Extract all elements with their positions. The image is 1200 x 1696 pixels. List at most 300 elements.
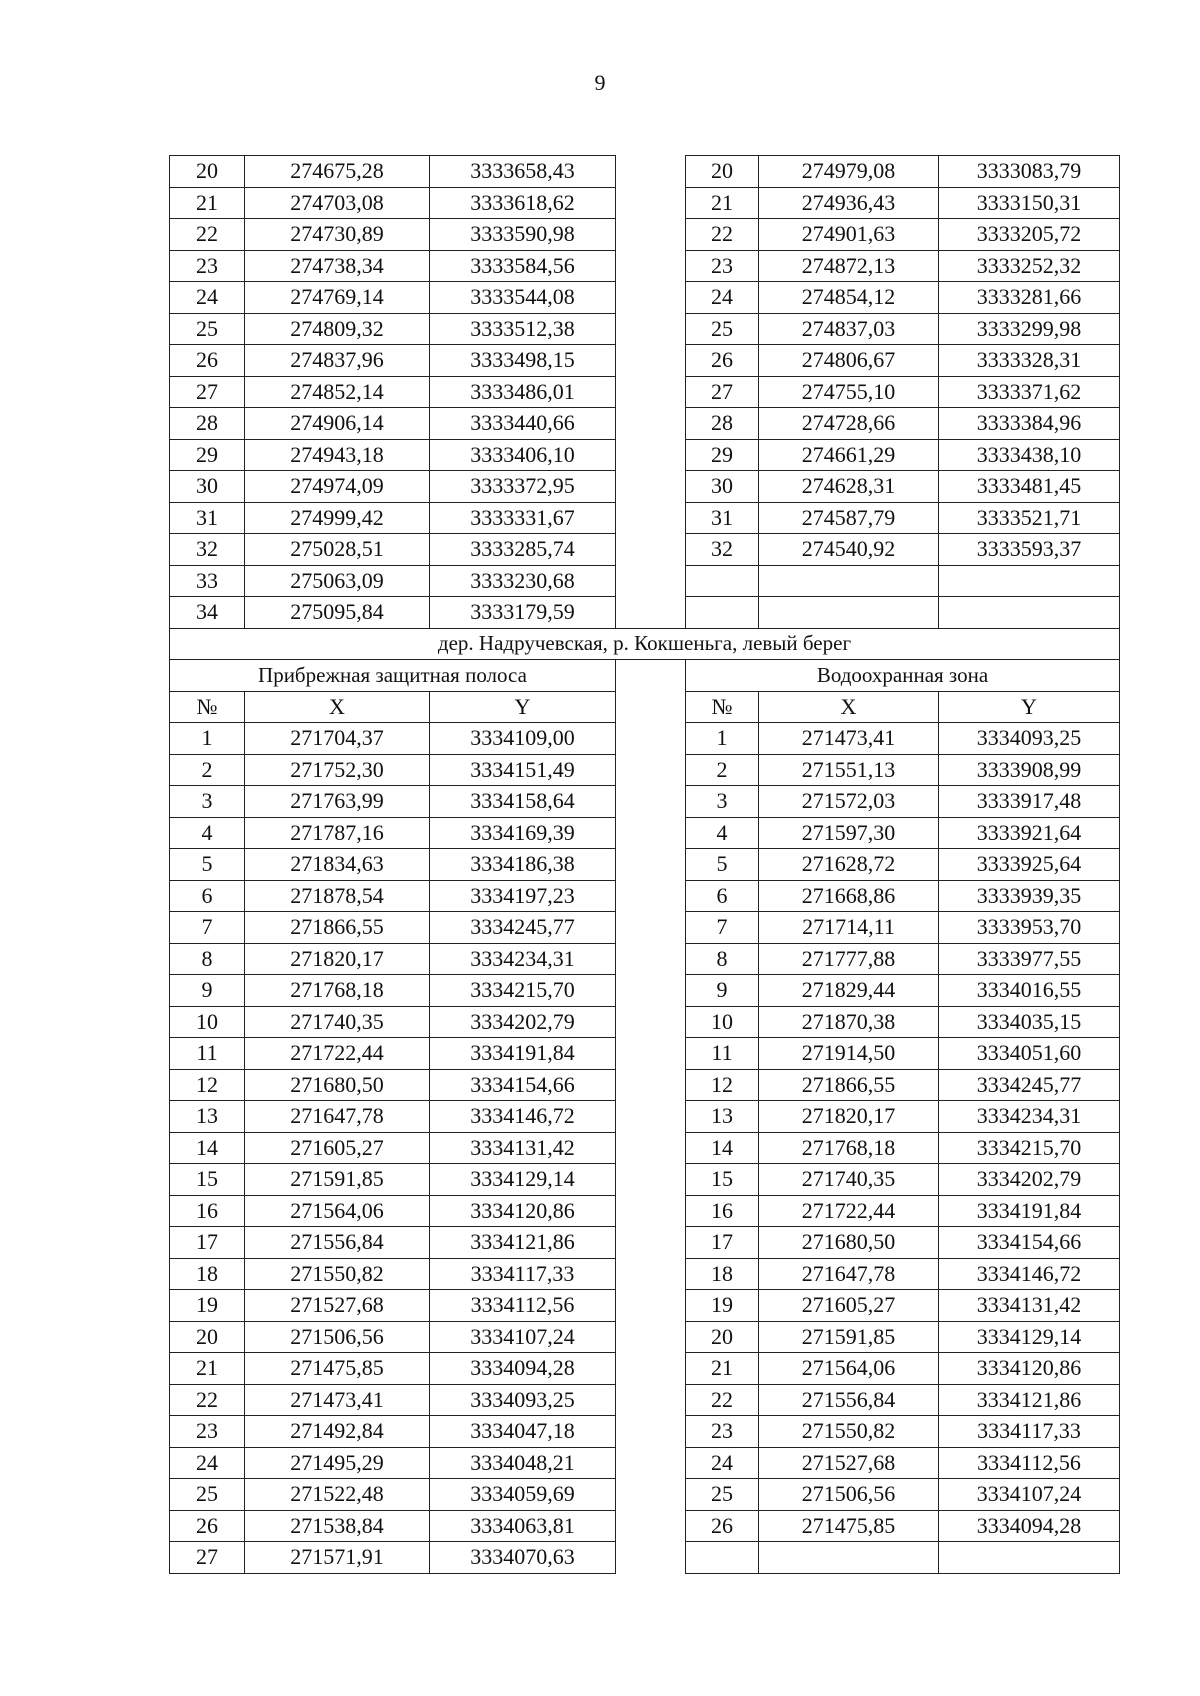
right-y-value: 3333371,62 [939, 376, 1120, 408]
table-row [170, 1384, 1120, 1416]
gap-cell [616, 723, 686, 755]
right-x-value: 271740,35 [759, 1164, 939, 1196]
left-y-value: 3334121,86 [430, 1227, 616, 1259]
section-title-row [170, 628, 1120, 660]
table-row [170, 219, 1120, 251]
left-y-value: 3333285,74 [430, 534, 616, 566]
left-point-number: 25 [170, 313, 245, 345]
left-point-number: 14 [170, 1132, 245, 1164]
gap-cell [616, 1101, 686, 1133]
left-y-value: 3334245,77 [430, 912, 616, 944]
right-x-value: 271768,18 [759, 1132, 939, 1164]
left-y-value: 3334169,39 [430, 817, 616, 849]
right-y-value: 3333953,70 [939, 912, 1120, 944]
gap-cell [616, 1195, 686, 1227]
right-point-number: 18 [686, 1258, 759, 1290]
right-x-value [759, 1542, 939, 1574]
right-col-y: Y [939, 691, 1120, 723]
right-point-number: 20 [686, 1321, 759, 1353]
right-point-number: 27 [686, 376, 759, 408]
table-row [170, 754, 1120, 786]
table-row [170, 597, 1120, 629]
left-point-number: 2 [170, 754, 245, 786]
left-x-value: 274809,32 [245, 313, 430, 345]
table-row [170, 1069, 1120, 1101]
left-x-value: 271834,63 [245, 849, 430, 881]
table-row [170, 943, 1120, 975]
page-number: 9 [594, 70, 606, 95]
table-row [170, 1195, 1120, 1227]
right-y-value: 3334107,24 [939, 1479, 1120, 1511]
right-point-number: 6 [686, 880, 759, 912]
gap-cell [616, 313, 686, 345]
left-y-value: 3334112,56 [430, 1290, 616, 1322]
left-x-value: 271787,16 [245, 817, 430, 849]
left-x-value: 274730,89 [245, 219, 430, 251]
left-x-value: 274738,34 [245, 250, 430, 282]
right-y-value: 3334016,55 [939, 975, 1120, 1007]
right-point-number: 22 [686, 1384, 759, 1416]
right-x-value: 271550,82 [759, 1416, 939, 1448]
right-x-value: 271714,11 [759, 912, 939, 944]
left-x-value: 275095,84 [245, 597, 430, 629]
right-y-value: 3333939,35 [939, 880, 1120, 912]
right-x-value: 271605,27 [759, 1290, 939, 1322]
right-y-value: 3333593,37 [939, 534, 1120, 566]
gap-cell [616, 1510, 686, 1542]
left-x-value: 274769,14 [245, 282, 430, 314]
left-y-value: 3333179,59 [430, 597, 616, 629]
right-y-value: 3334191,84 [939, 1195, 1120, 1227]
left-y-value: 3333584,56 [430, 250, 616, 282]
gap-cell [616, 502, 686, 534]
right-x-value: 271551,13 [759, 754, 939, 786]
right-x-value: 274587,79 [759, 502, 939, 534]
right-x-value: 271647,78 [759, 1258, 939, 1290]
right-point-number: 10 [686, 1006, 759, 1038]
right-point-number: 26 [686, 1510, 759, 1542]
left-y-value: 3334191,84 [430, 1038, 616, 1070]
zone-header-row [170, 660, 1120, 692]
left-point-number: 29 [170, 439, 245, 471]
left-point-number: 21 [170, 187, 245, 219]
left-point-number: 32 [170, 534, 245, 566]
right-point-number: 25 [686, 313, 759, 345]
right-point-number: 24 [686, 1447, 759, 1479]
right-x-value: 271597,30 [759, 817, 939, 849]
right-point-number: 26 [686, 345, 759, 377]
right-x-value: 274936,43 [759, 187, 939, 219]
right-x-value: 271668,86 [759, 880, 939, 912]
table-row [170, 1321, 1120, 1353]
right-point-number: 2 [686, 754, 759, 786]
right-point-number: 25 [686, 1479, 759, 1511]
right-y-value: 3333917,48 [939, 786, 1120, 818]
right-x-value: 274728,66 [759, 408, 939, 440]
left-x-value: 271473,41 [245, 1384, 430, 1416]
table-row [170, 534, 1120, 566]
right-y-value [939, 1542, 1120, 1574]
right-x-value: 274872,13 [759, 250, 939, 282]
right-point-number: 5 [686, 849, 759, 881]
left-y-value: 3334070,63 [430, 1542, 616, 1574]
left-x-value: 271506,56 [245, 1321, 430, 1353]
gap-cell [616, 534, 686, 566]
left-col-x: X [245, 691, 430, 723]
right-col-number: № [686, 691, 759, 723]
left-y-value: 3334094,28 [430, 1353, 616, 1385]
right-x-value: 274901,63 [759, 219, 939, 251]
right-col-x: X [759, 691, 939, 723]
left-y-value: 3334158,64 [430, 786, 616, 818]
table-row [170, 1258, 1120, 1290]
left-point-number: 11 [170, 1038, 245, 1070]
table-row [170, 1510, 1120, 1542]
right-x-value: 271564,06 [759, 1353, 939, 1385]
right-y-value: 3333481,45 [939, 471, 1120, 503]
gap-cell [616, 1164, 686, 1196]
right-x-value: 271680,50 [759, 1227, 939, 1259]
left-x-value: 274675,28 [245, 156, 430, 188]
right-y-value: 3334234,31 [939, 1101, 1120, 1133]
right-y-value: 3334051,60 [939, 1038, 1120, 1070]
right-x-value: 271829,44 [759, 975, 939, 1007]
left-y-value: 3333658,43 [430, 156, 616, 188]
left-point-number: 18 [170, 1258, 245, 1290]
gap-cell [616, 880, 686, 912]
gap-cell [616, 219, 686, 251]
gap-cell [616, 1006, 686, 1038]
right-y-value: 3333281,66 [939, 282, 1120, 314]
left-y-value: 3334146,72 [430, 1101, 616, 1133]
left-x-value: 271647,78 [245, 1101, 430, 1133]
left-point-number: 24 [170, 282, 245, 314]
gap-cell [616, 1479, 686, 1511]
table-row [170, 1447, 1120, 1479]
right-point-number: 14 [686, 1132, 759, 1164]
right-x-value: 271527,68 [759, 1447, 939, 1479]
left-zone-header: Прибрежная защитная полоса [170, 660, 616, 692]
right-x-value: 274854,12 [759, 282, 939, 314]
right-x-value: 274661,29 [759, 439, 939, 471]
left-point-number: 23 [170, 1416, 245, 1448]
left-point-number: 34 [170, 597, 245, 629]
right-point-number: 11 [686, 1038, 759, 1070]
right-y-value: 3333328,31 [939, 345, 1120, 377]
gap-cell [616, 345, 686, 377]
left-col-y: Y [430, 691, 616, 723]
gap-cell [616, 250, 686, 282]
gap-cell [616, 1447, 686, 1479]
left-x-value: 274703,08 [245, 187, 430, 219]
left-x-value: 271722,44 [245, 1038, 430, 1070]
left-point-number: 20 [170, 1321, 245, 1353]
right-y-value: 3334117,33 [939, 1416, 1120, 1448]
right-y-value: 3334215,70 [939, 1132, 1120, 1164]
right-x-value: 271556,84 [759, 1384, 939, 1416]
left-y-value: 3334151,49 [430, 754, 616, 786]
right-x-value: 271628,72 [759, 849, 939, 881]
gap-cell [616, 1353, 686, 1385]
section-b-rows [170, 723, 1120, 1574]
table-row [170, 1542, 1120, 1574]
column-header-row [170, 691, 1120, 723]
left-col-number: № [170, 691, 245, 723]
left-x-value: 274943,18 [245, 439, 430, 471]
right-y-value: 3334146,72 [939, 1258, 1120, 1290]
table-row [170, 817, 1120, 849]
right-point-number: 24 [686, 282, 759, 314]
gap-cell [616, 471, 686, 503]
left-point-number: 9 [170, 975, 245, 1007]
left-point-number: 33 [170, 565, 245, 597]
left-x-value: 271527,68 [245, 1290, 430, 1322]
table-row [170, 1416, 1120, 1448]
table-row [170, 408, 1120, 440]
left-point-number: 22 [170, 219, 245, 251]
right-x-value: 271506,56 [759, 1479, 939, 1511]
left-point-number: 1 [170, 723, 245, 755]
gap-cell [616, 1069, 686, 1101]
right-x-value: 271866,55 [759, 1069, 939, 1101]
right-x-value: 271475,85 [759, 1510, 939, 1542]
right-point-number: 13 [686, 1101, 759, 1133]
left-x-value: 271752,30 [245, 754, 430, 786]
left-x-value: 271571,91 [245, 1542, 430, 1574]
table-row [170, 282, 1120, 314]
table-row [170, 313, 1120, 345]
left-point-number: 27 [170, 1542, 245, 1574]
left-y-value: 3334063,81 [430, 1510, 616, 1542]
right-point-number: 29 [686, 439, 759, 471]
left-x-value: 271591,85 [245, 1164, 430, 1196]
right-x-value: 271870,38 [759, 1006, 939, 1038]
gap-cell [616, 376, 686, 408]
right-point-number: 16 [686, 1195, 759, 1227]
left-x-value: 274906,14 [245, 408, 430, 440]
left-point-number: 3 [170, 786, 245, 818]
table-row [170, 975, 1120, 1007]
left-x-value: 271680,50 [245, 1069, 430, 1101]
left-x-value: 274999,42 [245, 502, 430, 534]
left-point-number: 4 [170, 817, 245, 849]
table-row [170, 723, 1120, 755]
right-point-number: 21 [686, 187, 759, 219]
gap-cell [616, 439, 686, 471]
left-point-number: 17 [170, 1227, 245, 1259]
right-y-value: 3333205,72 [939, 219, 1120, 251]
right-y-value: 3334120,86 [939, 1353, 1120, 1385]
table-row [170, 1006, 1120, 1038]
table-row [170, 345, 1120, 377]
left-point-number: 31 [170, 502, 245, 534]
right-point-number: 3 [686, 786, 759, 818]
right-y-value: 3333977,55 [939, 943, 1120, 975]
right-y-value: 3333921,64 [939, 817, 1120, 849]
left-point-number: 24 [170, 1447, 245, 1479]
left-x-value: 271556,84 [245, 1227, 430, 1259]
left-y-value: 3334234,31 [430, 943, 616, 975]
left-x-value: 271550,82 [245, 1258, 430, 1290]
table-row [170, 1164, 1120, 1196]
right-y-value: 3333908,99 [939, 754, 1120, 786]
right-point-number: 23 [686, 250, 759, 282]
right-point-number: 1 [686, 723, 759, 755]
right-y-value [939, 597, 1120, 629]
left-point-number: 20 [170, 156, 245, 188]
right-y-value: 3334131,42 [939, 1290, 1120, 1322]
right-point-number: 32 [686, 534, 759, 566]
right-y-value: 3333150,31 [939, 187, 1120, 219]
table-row [170, 849, 1120, 881]
coordinates-table [169, 155, 1120, 1574]
left-point-number: 27 [170, 376, 245, 408]
left-x-value: 271522,48 [245, 1479, 430, 1511]
left-y-value: 3334093,25 [430, 1384, 616, 1416]
gap-cell [616, 1258, 686, 1290]
right-x-value: 274979,08 [759, 156, 939, 188]
left-x-value: 271768,18 [245, 975, 430, 1007]
right-x-value [759, 565, 939, 597]
gap-cell [616, 1384, 686, 1416]
left-x-value: 274837,96 [245, 345, 430, 377]
left-point-number: 5 [170, 849, 245, 881]
table-row [170, 1479, 1120, 1511]
table-row [170, 1038, 1120, 1070]
right-y-value: 3333083,79 [939, 156, 1120, 188]
left-point-number: 28 [170, 408, 245, 440]
left-point-number: 13 [170, 1101, 245, 1133]
gap-cell [616, 786, 686, 818]
table-row [170, 912, 1120, 944]
gap-cell [616, 975, 686, 1007]
left-x-value: 271492,84 [245, 1416, 430, 1448]
right-point-number: 7 [686, 912, 759, 944]
gap-cell [616, 1416, 686, 1448]
gap-cell [616, 660, 686, 692]
right-point-number: 8 [686, 943, 759, 975]
left-point-number: 10 [170, 1006, 245, 1038]
gap-cell [616, 1290, 686, 1322]
left-point-number: 16 [170, 1195, 245, 1227]
left-x-value: 274974,09 [245, 471, 430, 503]
right-point-number: 9 [686, 975, 759, 1007]
right-y-value: 3333438,10 [939, 439, 1120, 471]
left-x-value: 271878,54 [245, 880, 430, 912]
gap-cell [616, 691, 686, 723]
gap-cell [616, 282, 686, 314]
table-row [170, 1353, 1120, 1385]
gap-cell [616, 565, 686, 597]
left-x-value: 271866,55 [245, 912, 430, 944]
right-point-number [686, 565, 759, 597]
table-row [170, 250, 1120, 282]
left-x-value: 271564,06 [245, 1195, 430, 1227]
table-row [170, 471, 1120, 503]
gap-cell [616, 943, 686, 975]
right-point-number: 22 [686, 219, 759, 251]
right-y-value: 3334129,14 [939, 1321, 1120, 1353]
left-y-value: 3334197,23 [430, 880, 616, 912]
section-title: дер. Надручевская, р. Кокшеньга, левый берег [170, 628, 1120, 660]
left-y-value: 3333486,01 [430, 376, 616, 408]
table-row [170, 1101, 1120, 1133]
left-y-value: 3334186,38 [430, 849, 616, 881]
right-point-number: 12 [686, 1069, 759, 1101]
right-point-number: 17 [686, 1227, 759, 1259]
left-y-value: 3334107,24 [430, 1321, 616, 1353]
right-y-value: 3333299,98 [939, 313, 1120, 345]
left-point-number: 22 [170, 1384, 245, 1416]
left-y-value: 3333544,08 [430, 282, 616, 314]
left-point-number: 23 [170, 250, 245, 282]
right-y-value: 3334094,28 [939, 1510, 1120, 1542]
right-y-value: 3334093,25 [939, 723, 1120, 755]
left-point-number: 12 [170, 1069, 245, 1101]
right-x-value: 271777,88 [759, 943, 939, 975]
left-y-value: 3333590,98 [430, 219, 616, 251]
right-point-number: 28 [686, 408, 759, 440]
left-y-value: 3334109,00 [430, 723, 616, 755]
left-x-value: 271538,84 [245, 1510, 430, 1542]
left-y-value: 3334047,18 [430, 1416, 616, 1448]
left-y-value: 3334131,42 [430, 1132, 616, 1164]
left-y-value: 3334215,70 [430, 975, 616, 1007]
left-y-value: 3334120,86 [430, 1195, 616, 1227]
gap-cell [616, 408, 686, 440]
right-y-value: 3333925,64 [939, 849, 1120, 881]
left-x-value: 271763,99 [245, 786, 430, 818]
right-y-value: 3334154,66 [939, 1227, 1120, 1259]
right-y-value: 3334245,77 [939, 1069, 1120, 1101]
table-row [170, 1227, 1120, 1259]
right-x-value: 271572,03 [759, 786, 939, 818]
left-x-value: 271605,27 [245, 1132, 430, 1164]
right-y-value: 3333521,71 [939, 502, 1120, 534]
right-x-value: 274837,03 [759, 313, 939, 345]
right-point-number: 19 [686, 1290, 759, 1322]
left-x-value: 271740,35 [245, 1006, 430, 1038]
right-point-number: 30 [686, 471, 759, 503]
gap-cell [616, 187, 686, 219]
right-x-value: 271722,44 [759, 1195, 939, 1227]
right-x-value [759, 597, 939, 629]
left-y-value: 3333406,10 [430, 439, 616, 471]
left-y-value: 3334059,69 [430, 1479, 616, 1511]
right-x-value: 274755,10 [759, 376, 939, 408]
section-b-headers [170, 628, 1120, 723]
left-y-value: 3334048,21 [430, 1447, 616, 1479]
gap-cell [616, 912, 686, 944]
right-point-number: 23 [686, 1416, 759, 1448]
left-y-value: 3333512,38 [430, 313, 616, 345]
gap-cell [616, 1227, 686, 1259]
table-row [170, 786, 1120, 818]
right-point-number: 20 [686, 156, 759, 188]
right-y-value: 3333252,32 [939, 250, 1120, 282]
right-x-value: 271820,17 [759, 1101, 939, 1133]
left-point-number: 15 [170, 1164, 245, 1196]
left-x-value: 271820,17 [245, 943, 430, 975]
table-row [170, 1290, 1120, 1322]
gap-cell [616, 849, 686, 881]
left-x-value: 271704,37 [245, 723, 430, 755]
table-row [170, 156, 1120, 188]
right-x-value: 271473,41 [759, 723, 939, 755]
left-y-value: 3334202,79 [430, 1006, 616, 1038]
left-point-number: 21 [170, 1353, 245, 1385]
right-y-value: 3334035,15 [939, 1006, 1120, 1038]
